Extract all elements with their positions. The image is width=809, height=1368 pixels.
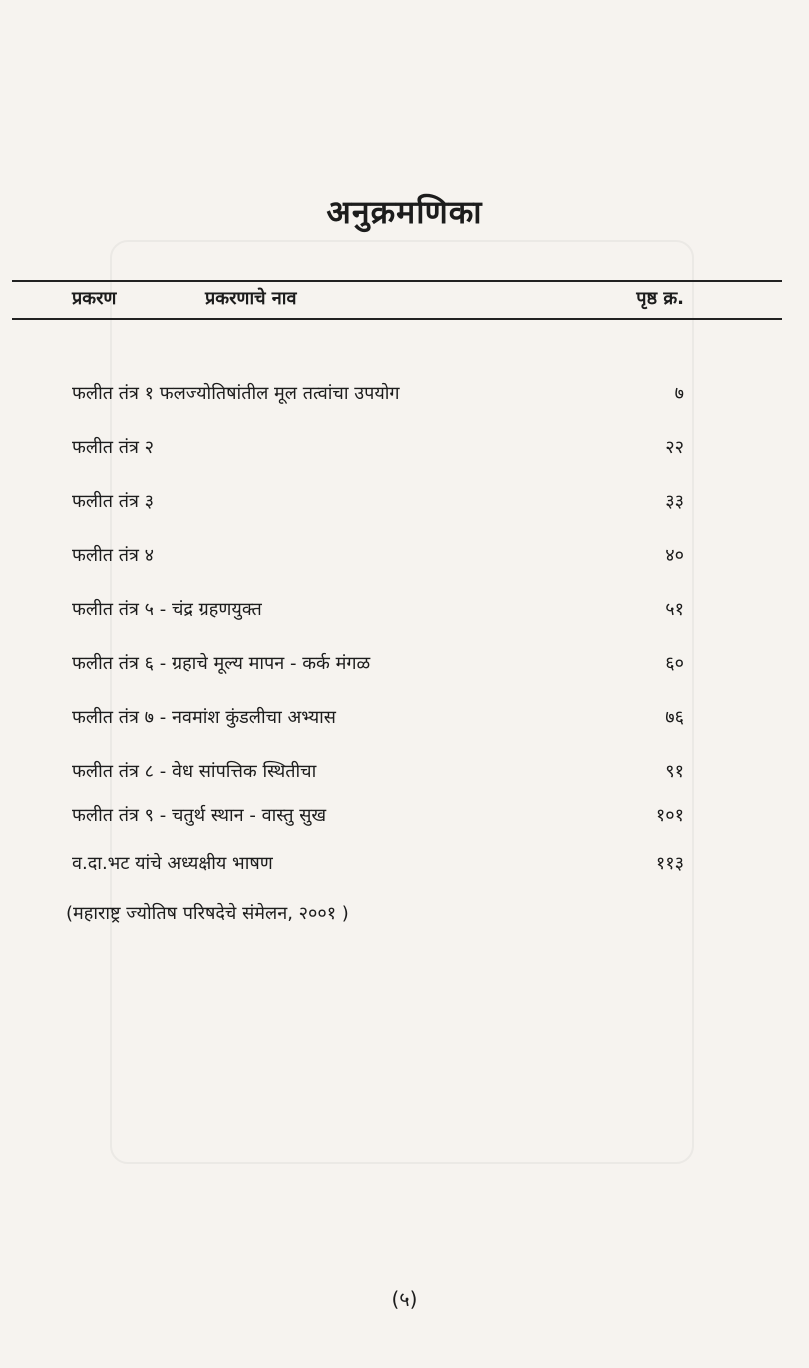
toc-entry: [0, 800, 809, 832]
toc-entry-page: २२: [665, 437, 684, 458]
page-number: (५): [391, 1287, 418, 1311]
toc-entry-page: ६०: [665, 653, 684, 674]
toc-entry-title: फलीत तंत्र ८ - वेध सांपत्तिक स्थितीचा: [72, 761, 317, 782]
toc-entry: [0, 848, 809, 880]
toc-entry: [0, 378, 809, 410]
toc-entry-page: १०१: [655, 805, 684, 826]
conference-note: (महाराष्ट्र ज्योतिष परिषदेचे संमेलन, २००१ ): [66, 903, 349, 924]
column-header-page: पृष्ठ क्र.: [636, 288, 684, 309]
toc-entry-page: ३३: [665, 491, 684, 512]
toc-entry: [0, 432, 809, 464]
header-bottom-rule: [12, 318, 782, 320]
toc-entry-page: ४०: [665, 545, 684, 566]
page-title: अनुक्रमणिका: [326, 193, 483, 231]
toc-entry-page: ७६: [665, 707, 684, 728]
toc-entry: [0, 648, 809, 680]
column-header-name: प्रकरणाचे नाव: [205, 288, 297, 309]
toc-entry-page: ११३: [655, 853, 684, 874]
toc-entry-title: फलीत तंत्र ४: [72, 545, 155, 566]
column-header-chapter: प्रकरण: [72, 288, 117, 309]
toc-entry-page: ५१: [665, 599, 684, 620]
toc-entry-title: फलीत तंत्र २: [72, 437, 155, 458]
toc-entry: [0, 486, 809, 518]
toc-entry-page: ७: [674, 383, 684, 404]
toc-entry: [0, 702, 809, 734]
toc-entry: [0, 594, 809, 626]
toc-entry: [0, 756, 809, 788]
toc-entry-title: फलीत तंत्र ३: [72, 491, 155, 512]
toc-entry: [0, 540, 809, 572]
header-top-rule: [12, 280, 782, 282]
toc-entry-title: फलीत तंत्र १ फलज्योतिषांतील मूल तत्वांचा उपयोग: [72, 383, 400, 404]
toc-entry-title: व.दा.भट यांचे अध्यक्षीय भाषण: [72, 853, 273, 874]
toc-entry-page: ९१: [665, 761, 684, 782]
toc-entry-title: फलीत तंत्र ७ - नवमांश कुंडलीचा अभ्यास: [72, 707, 336, 728]
toc-entry-title: फलीत तंत्र ६ - ग्रहाचे मूल्य मापन - कर्क मंगळ: [72, 653, 371, 674]
toc-entry-title: फलीत तंत्र ९ - चतुर्थ स्थान - वास्तु सुख: [72, 805, 327, 826]
toc-entry-title: फलीत तंत्र ५ - चंद्र ग्रहणयुक्त: [72, 599, 262, 620]
